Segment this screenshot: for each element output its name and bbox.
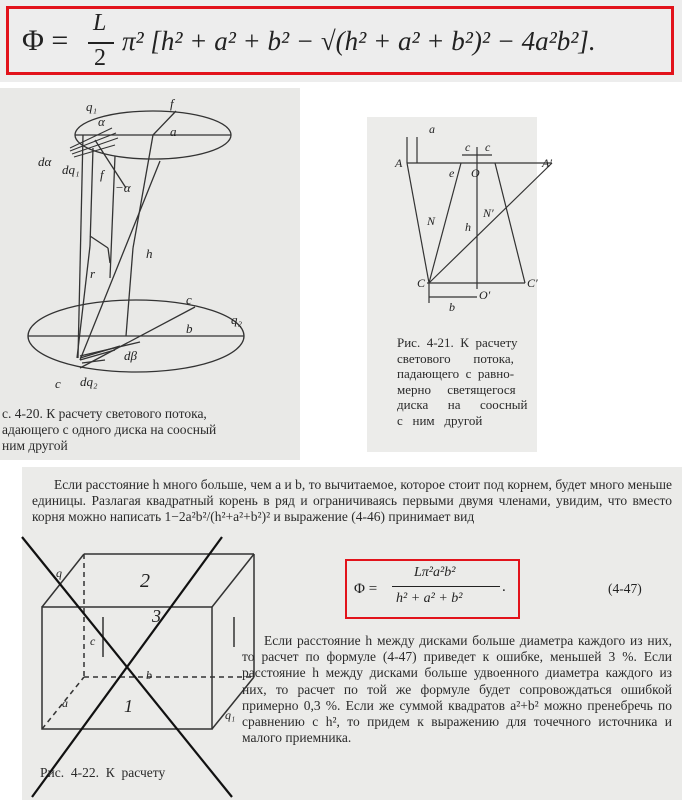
label-dbeta: dβ [124,348,137,363]
label-O: O [471,166,480,180]
text-page [22,467,682,800]
label-alpha: α [98,114,105,129]
label-a: a [170,124,177,139]
label-O-prime: O′ [479,288,491,302]
label-e: e [449,166,455,180]
label-r: r [90,266,96,281]
figure-4-20 [0,88,300,460]
cube-label-q1: q₁ [225,708,236,722]
top-formula-panel [0,0,682,82]
label-c-right: c [485,140,491,154]
figure-4-22-cube [22,467,252,800]
label-N: N [427,214,436,228]
label-minus-alpha: −α [115,180,131,195]
label-f2: f [100,167,104,182]
label-a: a [429,122,435,136]
label-dq2: dq₂ [80,374,98,389]
label-h: h [146,246,153,261]
formula-4-47-lhs: Φ = [354,581,378,597]
label-b: b [186,321,193,336]
figure-4-20-caption: с. 4-20. К расчету светового потока, адающего с одного диска на соосный ним другой [2,406,217,453]
label-q2: q₂ [231,312,243,327]
label-C: C [417,276,426,290]
label-f: f [170,96,174,111]
label-A: A [395,156,403,170]
label-dq1: dq₁ [62,162,80,177]
cube-face-2: 2 [140,570,150,592]
label-h: h [465,220,471,234]
label-A-prime: A′ [542,156,552,170]
label-N-prime: N′ [483,206,494,220]
cube-label-a: a [62,696,68,710]
figure-4-20-drawing [0,88,300,460]
formula-4-47-denominator: h² + a² + b² [396,591,463,606]
label-dalpha: dα [38,154,52,169]
top-formula-numerator: L [93,10,107,36]
paragraph-1: Если расстояние h много больше, чем a и b, то вычитаемое, которое стоит под корнем, будет много меньше единицы. Разлагая квадратный корень в ряд и ограничиваясь первыми двумя членами, увидим, что вместо корня можно написать 1−2a²b²/(h²+a²+b²)² и выражение (4-46) принимает вид [32,477,672,525]
formula-4-47-period: . [502,579,506,595]
top-formula-fraction-bar [88,42,114,44]
top-formula-body: π² [h² + a² + b² − √(h² + a² + b²)² − 4a²b²]. [122,26,596,56]
cube-face-1: 1 [124,696,133,716]
cube-label-b: b [146,668,152,682]
top-formula-denominator: 2 [94,45,106,71]
label-q1: q₁ [86,99,98,114]
label-c-left: c [465,140,471,154]
top-formula-lhs: Φ = [22,24,69,57]
figure-4-22-caption: Рис. 4-22. К расчету [40,765,166,780]
figure-4-21-caption: Рис. 4-21. К расчету светового потока, падающего с равно- мерно светящегося диска на соосный с ним другой [397,335,528,428]
cube-label-q: q [56,566,62,580]
label-b: b [449,300,455,314]
label-C-prime: C′ [527,276,538,290]
label-c: c [186,292,192,307]
formula-4-47-fraction-bar [392,586,500,587]
figure-4-21 [367,117,552,452]
paragraph-2: Если расстояние h между дисками больше диаметра каждого из них, то расчет по формуле (4-47) приведет к ошибке, меньшей 3 %. Если расстояние h между дисками больше удвоенного диаметра каждого из них, то расчет по той же формуле будет сопровождаться ошибкой примерно 0,3 %. Если же суммой квадратов a²+b² можно пренебречь по сравнению с h², то придем к выражению для точечного источника и малого приемника. [242,633,672,746]
formula-4-47-numerator: Lπ²a²b² [414,565,456,580]
equation-number: (4-47) [608,581,642,596]
label-c2: c [55,376,61,391]
cube-face-3: 3 [152,606,161,626]
cube-label-c: c [90,634,96,648]
